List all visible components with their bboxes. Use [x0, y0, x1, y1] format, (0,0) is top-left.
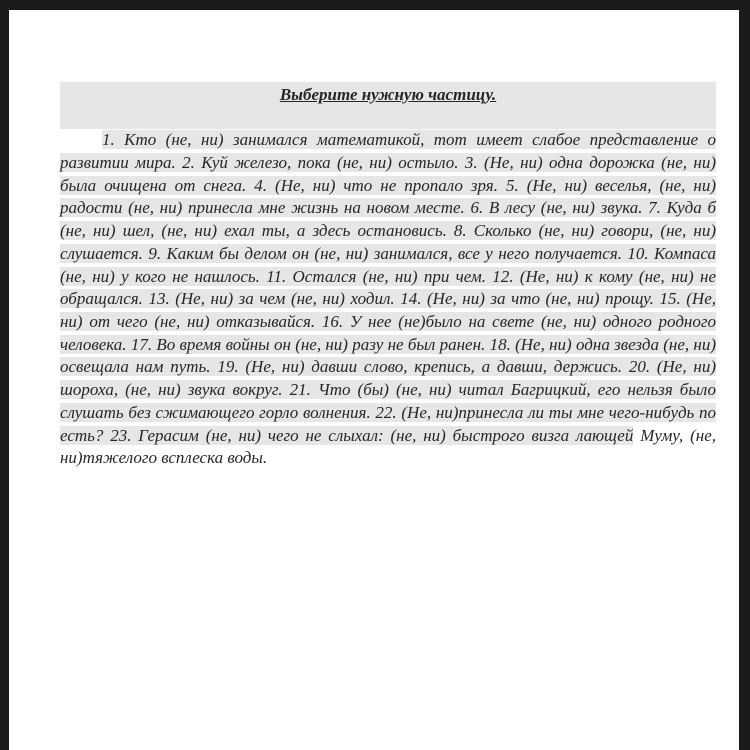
blank-line: [60, 107, 716, 130]
exercise-text-tail: Муму, (не, ни)тяжелого всплеска воды.: [60, 425, 717, 468]
window-frame-top: [0, 0, 750, 10]
exercise-text-highlighted: 1. Кто (не, ни) занимался математикой, тот имеет слабое представление о развитии мира. 2. Куй железо, пока (не, ни) остыло. 3. (Не, ни) одна дорожка (не, ни) была очищена от снега. 4. (Не, ни) что не пропало зря. 5. (Не, ни) веселья, (не, ни) радости (не, ни) принесла мне жизнь на новом месте. 6. В лесу (не, ни) звука. 7. Куда б (не, ни) шел, (не, ни) ехал ты, а здесь остановись. 8. Сколько (не, ни) говори, (не, ни) слушается. 9. Каким бы делом он (не, ни) занимался, все у него получается. 10. Компаса (не, ни) у кого не нашлось. 11. Остался (не, ни) при чем. 12. (Не, ни) к кому (не, ни) не обращался. 13. (Не, ни) за чем (не, ни) ходил. 14. (Не, ни) за что (не, ни) прощу. 15. (Не, ни) от чего (не, ни) отказывайся. 16. У нее (не)было на свете (не, ни) одного родного человека. 17. Во время войны он (не, ни) разу не был ранен. 18. (Не, ни) одна звезда (не, ни) освещала нам путь. 19. (Не, ни) давши слово, крепись, а давши, держись. 20. (Не, ни) шороха, (не, ни) звука вокруг. 21. Что (бы) (не, ни) читал Багрицкий, его нельзя было слушать без сжимающего горло волнения. 22. (Не, ни)принесла ли ты мне чего-нибудь по есть? 23. Герасим (не, ни) чего не слыхал: (не, ни) быстрого визга лающей: [60, 130, 716, 445]
document-title: Выберите нужную частицу.: [279, 85, 497, 104]
exercise-text: [60, 129, 716, 470]
window-frame-right: [739, 0, 750, 750]
document-content: [60, 82, 716, 470]
window-frame-left: [0, 0, 9, 750]
title-block: [60, 82, 716, 107]
